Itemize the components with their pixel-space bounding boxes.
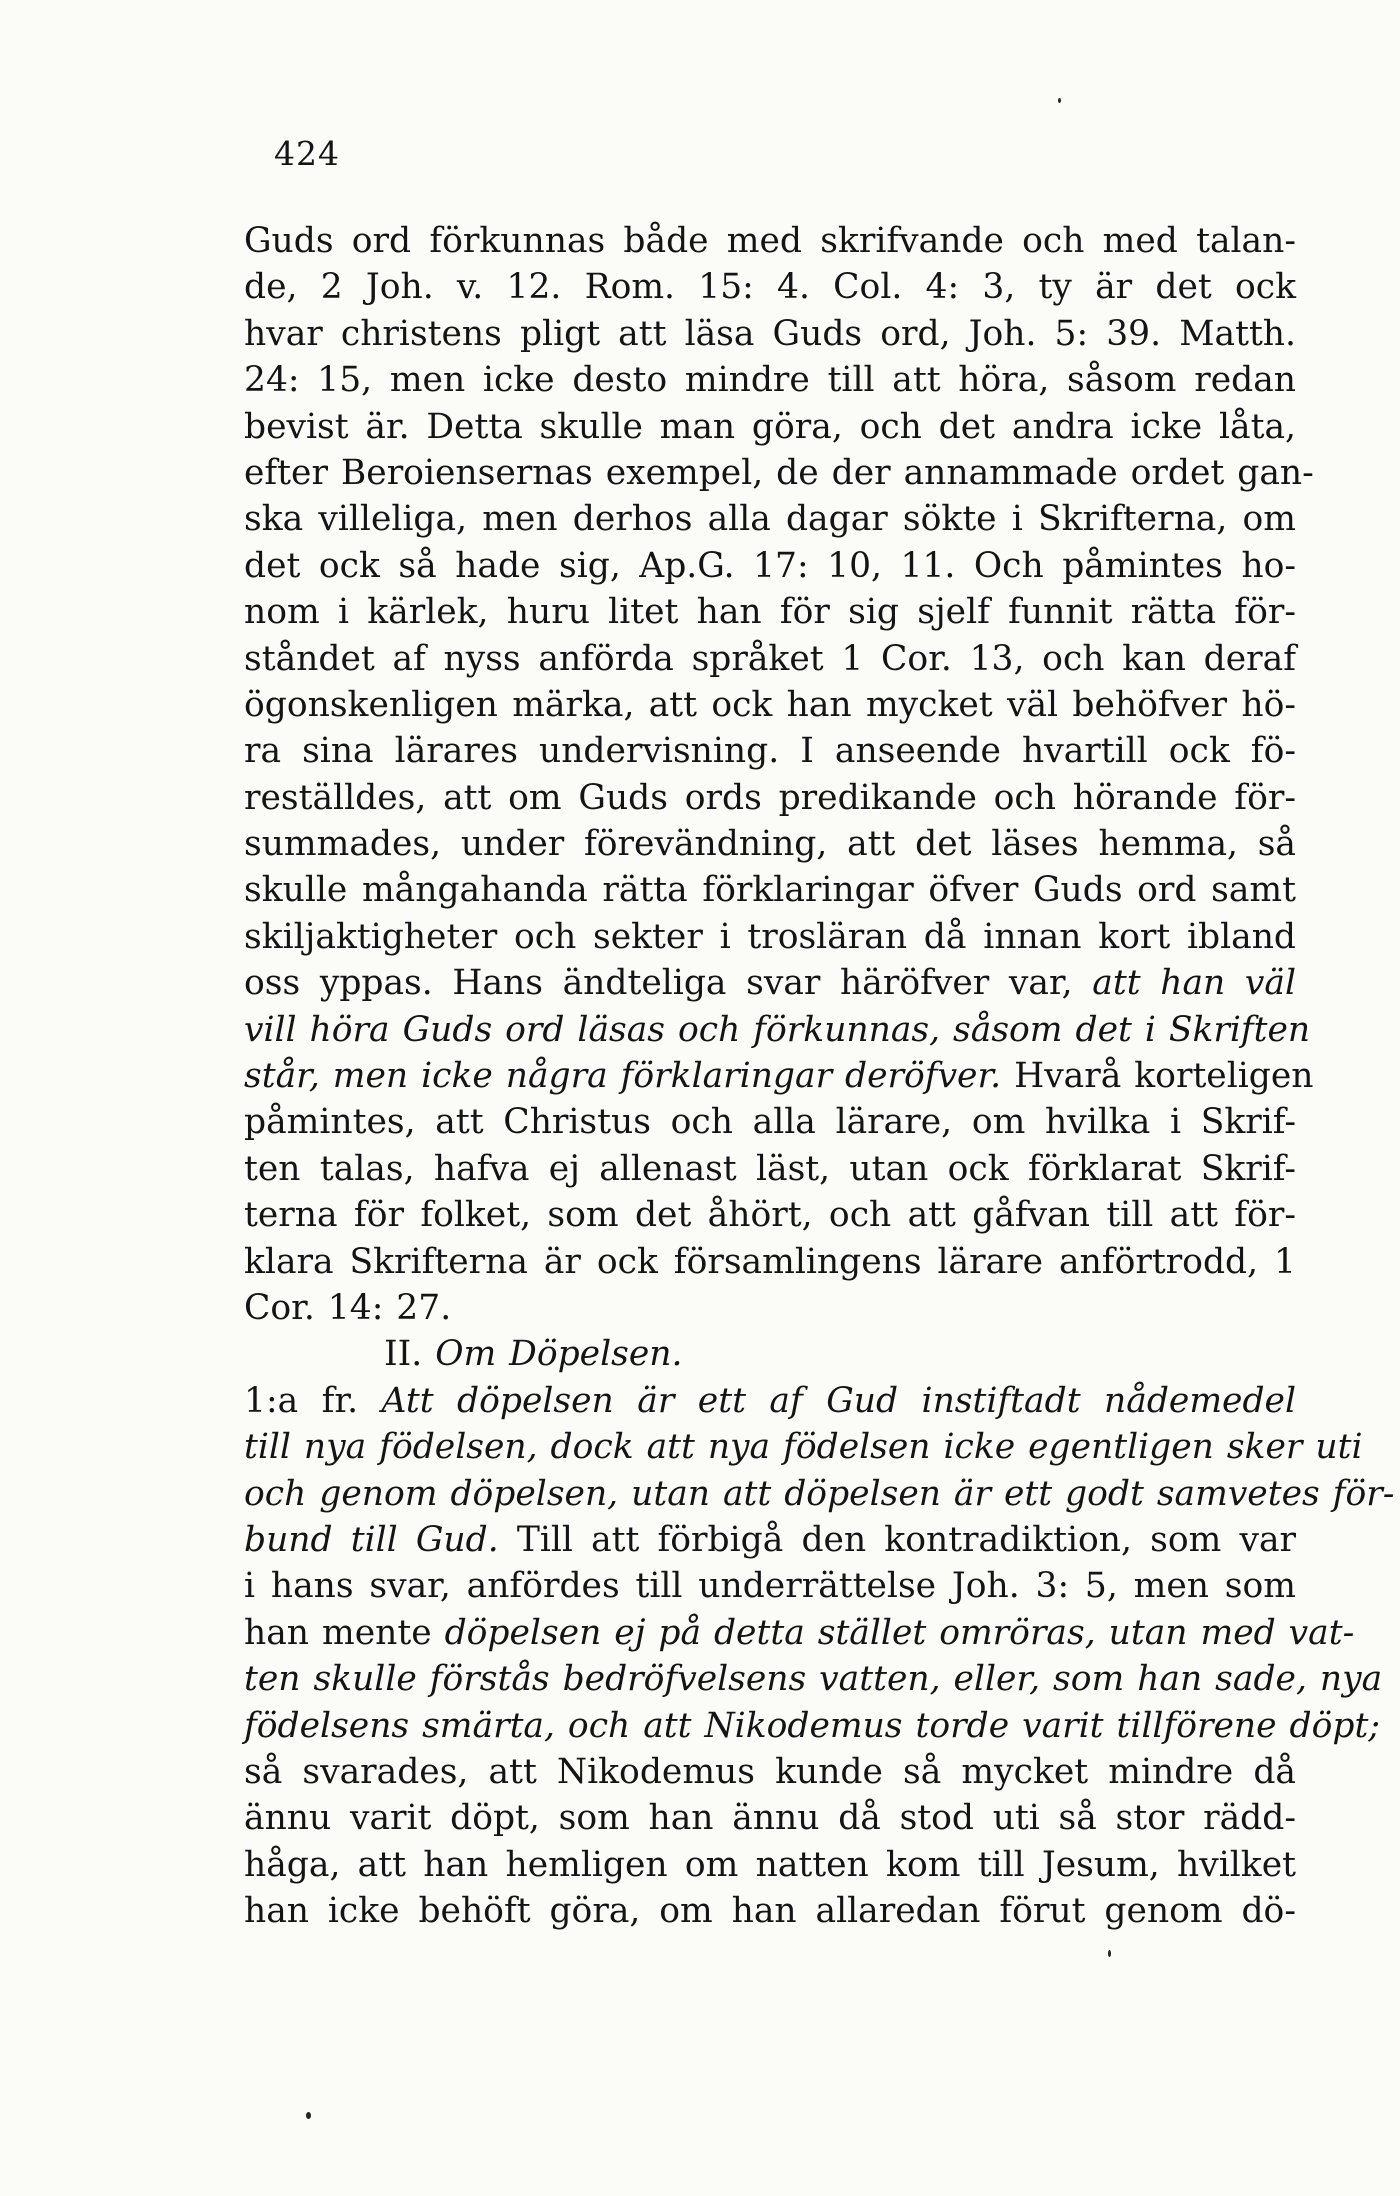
italic-text: att han väl (1092, 963, 1296, 1004)
text-line (244, 867, 1296, 913)
text-span: nom i kärlek, huru litet han för sig sjelf funnit rätta för- (244, 592, 1296, 633)
text-line (244, 1703, 1380, 1749)
text-line (244, 589, 1296, 635)
print-speck (306, 2112, 311, 2119)
text-line (244, 1378, 1296, 1424)
text-line (244, 1795, 1296, 1841)
text-span: II. (384, 1334, 436, 1375)
text-span: Till att förbigå den kontradiktion, som var (498, 1519, 1297, 1560)
text-span: håga, att han hemligen om natten kom till Jesum, hvilket (244, 1844, 1296, 1885)
text-span: så svarades, att Nikodemus kunde så mycket mindre då (244, 1751, 1296, 1792)
text-line (244, 1239, 1296, 1285)
italic-text: Att döpelsen är ett af Gud instiftadt nådemedel (381, 1380, 1296, 1421)
text-span: 24: 15, men icke desto mindre till att höra, såsom redan (244, 360, 1296, 401)
text-line (244, 1053, 1314, 1099)
text-span: terna för folket, som det åhört, och att gåfvan till att för- (244, 1195, 1296, 1236)
page-number: 424 (274, 134, 340, 173)
text-line (244, 311, 1296, 357)
text-span: ögonskenligen märka, att ock han mycket väl behöfver hö- (244, 684, 1296, 725)
text-line (244, 1563, 1296, 1609)
italic-text: och genom döpelsen, utan att döpelsen är ett godt samvetes för- (244, 1473, 1395, 1514)
italic-text: till nya födelsen, dock att nya födelsen icke egentligen sker uti (244, 1427, 1363, 1468)
text-span: skiljaktigheter och sekter i trosläran då innan kort ibland (244, 916, 1296, 957)
text-line (244, 450, 1314, 496)
italic-text: bund till Gud. (244, 1519, 499, 1560)
text-span: han mente (244, 1612, 445, 1653)
body-text (244, 218, 1395, 1934)
text-line (244, 1424, 1363, 1470)
text-line (244, 1749, 1296, 1795)
print-speck (1108, 1950, 1111, 1957)
text-line (244, 357, 1296, 403)
text-span: ståndet af nyss anförda språket 1 Cor. 13, och kan deraf (244, 638, 1296, 679)
italic-text: döpelsen ej på detta stället omröras, utan med vat- (444, 1612, 1355, 1653)
text-line (244, 960, 1296, 1006)
text-line (244, 775, 1296, 821)
text-span: efter Beroiensernas exempel, de der annammade ordet gan- (244, 452, 1314, 493)
text-line (244, 496, 1296, 542)
italic-text: Om Döpelsen. (435, 1334, 683, 1375)
text-line (244, 1610, 1355, 1656)
text-span: 1:a fr. (244, 1380, 382, 1421)
text-span: Hvarå korteligen (1001, 1056, 1314, 1097)
text-span: oss yppas. Hans ändteliga svar häröfver var, (244, 963, 1093, 1004)
italic-text: födelsens smärta, och att Nikodemus torde varit tillförene döpt; (244, 1705, 1380, 1746)
text-line (244, 1146, 1296, 1192)
text-line (244, 1007, 1311, 1053)
text-span: ska villeliga, men derhos alla dagar sökte i Skrifterna, om (244, 499, 1296, 540)
text-span: summades, under förevändning, att det läses hemma, så (244, 824, 1296, 865)
text-line (244, 1842, 1296, 1888)
text-line (244, 1099, 1296, 1145)
text-line (244, 728, 1296, 774)
text-line (244, 218, 1296, 264)
text-span: ra sina lärares undervisning. I anseende hvartill ock fö- (244, 731, 1296, 772)
text-line (244, 543, 1296, 589)
text-span: skulle mångahanda rätta förklaringar öfver Guds ord samt (244, 870, 1296, 911)
text-span: ännu varit döpt, som han ännu då stod uti så stor rädd- (244, 1798, 1296, 1839)
text-span: det ock så hade sig, Ap.G. 17: 10, 11. Och påmintes ho- (244, 545, 1296, 586)
text-line (244, 404, 1296, 450)
text-line (244, 1471, 1395, 1517)
italic-text: vill höra Guds ord läsas och förkunnas, såsom det i Skriften (244, 1009, 1311, 1050)
text-span: hvar christens pligt att läsa Guds ord, Joh. 5: 39. Matth. (244, 313, 1296, 354)
text-span: Guds ord förkunnas både med skrifvande och med talan- (244, 221, 1296, 261)
text-line (244, 1888, 1296, 1934)
text-line (244, 264, 1296, 310)
text-span: ten talas, hafva ej allenast läst, utan ock förklarat Skrif- (244, 1148, 1296, 1189)
print-speck (1058, 98, 1061, 103)
italic-text: står, men icke några förklaringar deröfver. (244, 1056, 1002, 1097)
text-span: Cor. 14: 27. (244, 1287, 452, 1328)
text-line (244, 636, 1296, 682)
text-span: de, 2 Joh. v. 12. Rom. 15: 4. Col. 4: 3, ty är det ock (244, 267, 1296, 308)
text-span: bevist är. Detta skulle man göra, och det andra icke låta, (244, 406, 1296, 447)
text-line (244, 1656, 1383, 1702)
text-line (244, 821, 1296, 867)
text-line (244, 1192, 1296, 1238)
text-span: påmintes, att Christus och alla lärare, om hvilka i Skrif- (244, 1102, 1296, 1143)
text-line (244, 914, 1296, 960)
text-span: i hans svar, anfördes till underrättelse Joh. 3: 5, men som (244, 1566, 1296, 1607)
text-line (244, 1517, 1296, 1563)
text-line (244, 682, 1296, 728)
text-line (244, 1285, 1296, 1331)
italic-text: ten skulle förstås bedröfvelsens vatten, eller, som han sade, nya (244, 1659, 1383, 1700)
text-span: reställdes, att om Guds ords predikande och hörande för- (244, 777, 1296, 818)
section-heading (244, 1331, 1296, 1377)
text-span: han icke behöft göra, om han allaredan förut genom dö- (244, 1891, 1296, 1932)
text-span: klara Skrifterna är ock församlingens lärare anförtrodd, 1 (244, 1241, 1296, 1282)
